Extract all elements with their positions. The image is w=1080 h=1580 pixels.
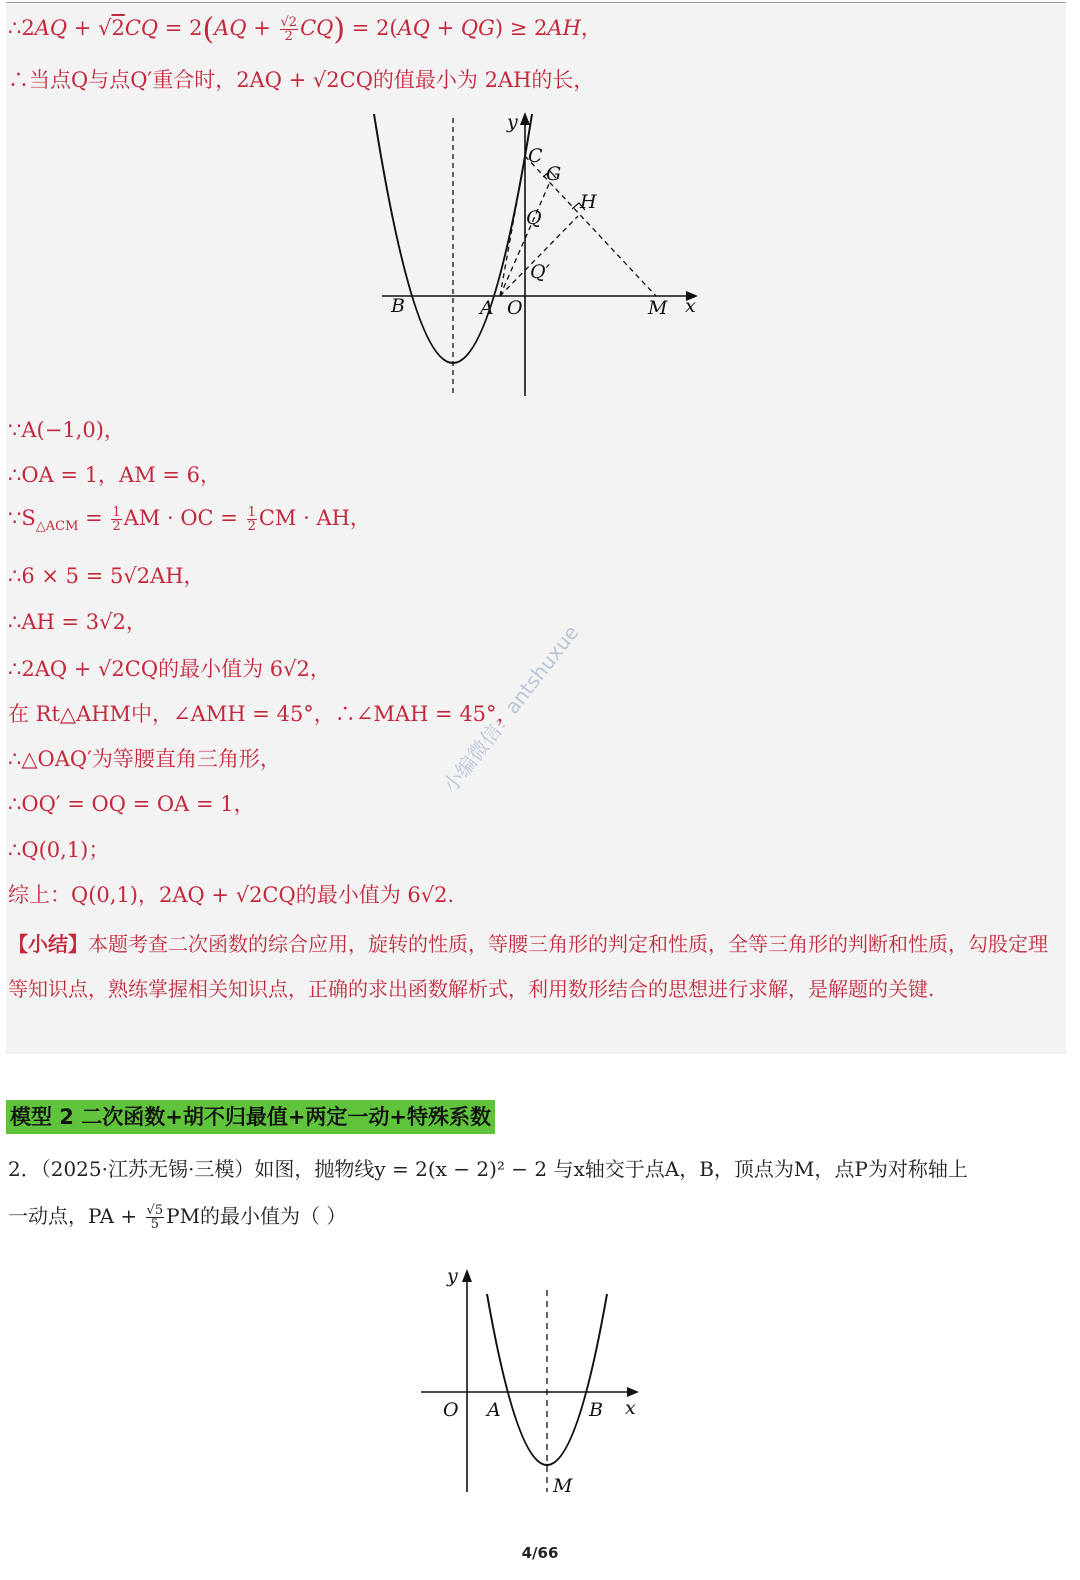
solution-line-10: ∴△OAQ′为等腰直角三角形，: [8, 747, 281, 771]
figure-2-parabola-diagram: [415, 1258, 655, 1498]
label-M: M: [553, 1475, 573, 1497]
solution-line-6: ∴6 × 5 = 5√2AH，: [8, 564, 205, 588]
fraction-half-1: $\frac{1}{2}$: [112, 505, 121, 534]
y-axis-arrow: [462, 1269, 472, 1282]
label-O: O: [443, 1399, 459, 1421]
figure-1-parabola-diagram: [360, 108, 710, 400]
x-axis-arrow: [627, 1387, 639, 1397]
label-B: B: [391, 295, 405, 317]
solution-line-5: $\because S_{\triangle ACM}$ = $\frac{1}{2}$ AM · OC = $\frac{1}{2}$ CM · AH，: [8, 505, 371, 535]
question-line-2: 一动点，PA + $\frac{√5}{5}$ PM的最小值为（ ）: [8, 1203, 347, 1232]
label-G: G: [546, 163, 562, 185]
fraction-half-2: $\frac{1}{2}$: [247, 505, 256, 534]
label-B: B: [589, 1399, 603, 1421]
model-heading: 模型 2 二次函数+胡不归最值+两定一动+特殊系数: [6, 1100, 495, 1134]
solution-line-13: 综上：Q(0,1)，2AQ + √2CQ的最小值为 6√2.: [8, 883, 455, 907]
label-C: C: [528, 145, 543, 167]
solution-line-4: ∴OA = 1，AM = 6，: [8, 463, 222, 487]
label-M: M: [648, 297, 668, 319]
question-line-1: 2．（2025·江苏无锡·三模）如图，抛物线y = 2(x − 2)² − 2 与x轴交于点A，B，顶点为M，点P为对称轴上: [8, 1157, 968, 1181]
solution-line-9: 在 Rt△AHM中，∠AMH = 45°，∴∠MAH = 45°，: [8, 702, 518, 726]
solution-line-1: ∴2AQ + √2CQ = 2(AQ + $\frac{√2}{2}$ CQ) = 2(AQ + QG) ≥ 2AH，: [8, 12, 602, 47]
label-H: H: [580, 191, 597, 213]
fraction-sqrt5-over-5: $\frac{√5}{5}$: [146, 1203, 164, 1232]
label-x: x: [685, 295, 696, 317]
top-rule: [6, 2, 1066, 3]
label-y: y: [447, 1265, 458, 1287]
label-Q: Q: [526, 207, 542, 229]
label-x: x: [625, 1397, 636, 1419]
solution-line-11: ∴OQ′ = OQ = OA = 1，: [8, 792, 255, 816]
page-number: 4/66: [521, 1544, 559, 1562]
label-O: O: [507, 297, 523, 319]
solution-line-12: ∴Q(0,1)；: [8, 838, 110, 862]
solution-line-2: ∴当点Q与点Q′重合时，2AQ + √2CQ的值最小为 2AH的长，: [8, 68, 595, 92]
label-Q-prime: Q′: [530, 261, 550, 283]
y-axis-arrow: [520, 112, 530, 125]
label-A: A: [480, 297, 494, 319]
label-y: y: [507, 111, 518, 133]
solution-line-3: ∵A(−1,0)，: [8, 418, 125, 442]
solution-line-7: ∴AH = 3√2，: [8, 610, 147, 634]
label-A: A: [487, 1399, 501, 1421]
summary-text: 本题考查二次函数的综合应用，旋转的性质，等腰三角形的判定和性质，全等三角形的判断和性质，勾股定理等知识点，熟练掌握相关知识点，正确的求出函数解析式，利用数形结合的思想进行求解，是解题的关键.: [8, 932, 1048, 1001]
summary-tag: 【小结】: [8, 932, 88, 956]
solution-line-8: ∴2AQ + √2CQ的最小值为 6√2，: [8, 657, 331, 681]
fraction-sqrt2-over-2: $\frac{√2}{2}$: [280, 15, 298, 44]
summary-paragraph: [8, 922, 1058, 1012]
watermark: 小编微信：antshuxue: [438, 620, 584, 798]
